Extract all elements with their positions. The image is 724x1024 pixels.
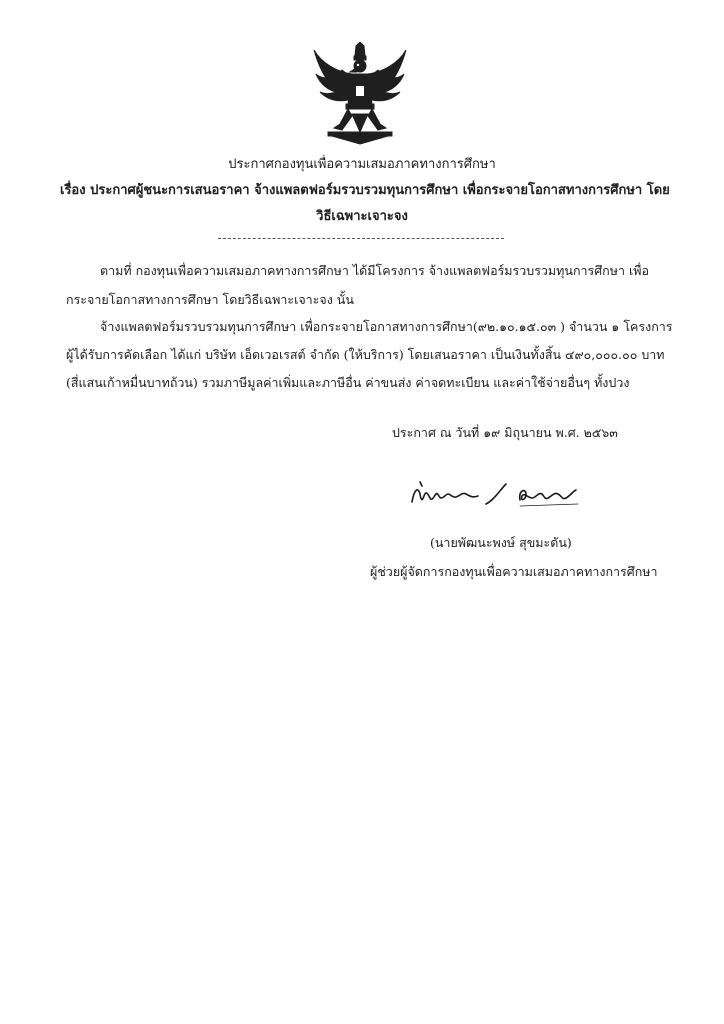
announcement-date-text: ประกาศ ณ วันที่ ๑๙ มิถุนายน พ.ศ. ๒๕๖๓ (392, 425, 618, 440)
dashed-divider (218, 238, 504, 239)
garuda-emblem-icon (312, 42, 408, 146)
paragraph-1-line-1: ตามที่ กองทุนเพื่อความเสมอภาคทางการศึกษา ได้มีโครงการ จ้างแพลตฟอร์มรวบรวมทุนการศึกษา เพื่อ (100, 263, 650, 278)
paragraph-2-line-1: จ้างแพลตฟอร์มรวบรวมทุนการศึกษา เพื่อกระจายโอกาสทางการศึกษา(๙๒.๑๐.๑๕.๐๓ ) จำนวน ๑ โครงการ (100, 319, 673, 334)
subject-line-1: เรื่อง ประกาศผู้ชนะการเสนอราคา จ้างแพลตฟอร์มรวบรวมทุนการศึกษา เพื่อกระจายโอกาสทางการศึกษา โดย (60, 183, 670, 198)
paragraph-2-line-2: ผู้ได้รับการคัดเลือก ได้แก่ บริษัท เอ็ดเวอเรสต์ จำกัด (ให้บริการ) โดยเสนอราคา เป็นเงินทั้งสิ้น ๔๙๐,๐๐๐.๐๐ บาท (66, 347, 665, 362)
announcement-date (392, 424, 618, 442)
signer-name: (นายพัฒนะพงษ์ สุขมะดัน) (430, 535, 572, 550)
signer-position: ผู้ช่วยผู้จัดการกองทุนเพื่อความเสมอภาคทางการศึกษา (370, 564, 658, 579)
paragraph-2-line-3: (สี่แสนเก้าหมื่นบาทถ้วน) รวมภาษีมูลค่าเพิ่มและภาษีอื่น ค่าขนส่ง ค่าจดทะเบียน และค่าใช้จ่ายอื่นๆ ทั้งปวง (66, 375, 630, 390)
handwritten-signature (408, 480, 584, 510)
subject-line-2: วิธีเฉพาะเจาะจง (316, 209, 408, 224)
paragraph-1-line-2: กระจายโอกาสทางการศึกษา โดยวิธีเฉพาะเจาะจง นั้น (66, 292, 354, 307)
announcement-title: ประกาศกองทุนเพื่อความเสมอภาคทางการศึกษา (228, 157, 496, 172)
